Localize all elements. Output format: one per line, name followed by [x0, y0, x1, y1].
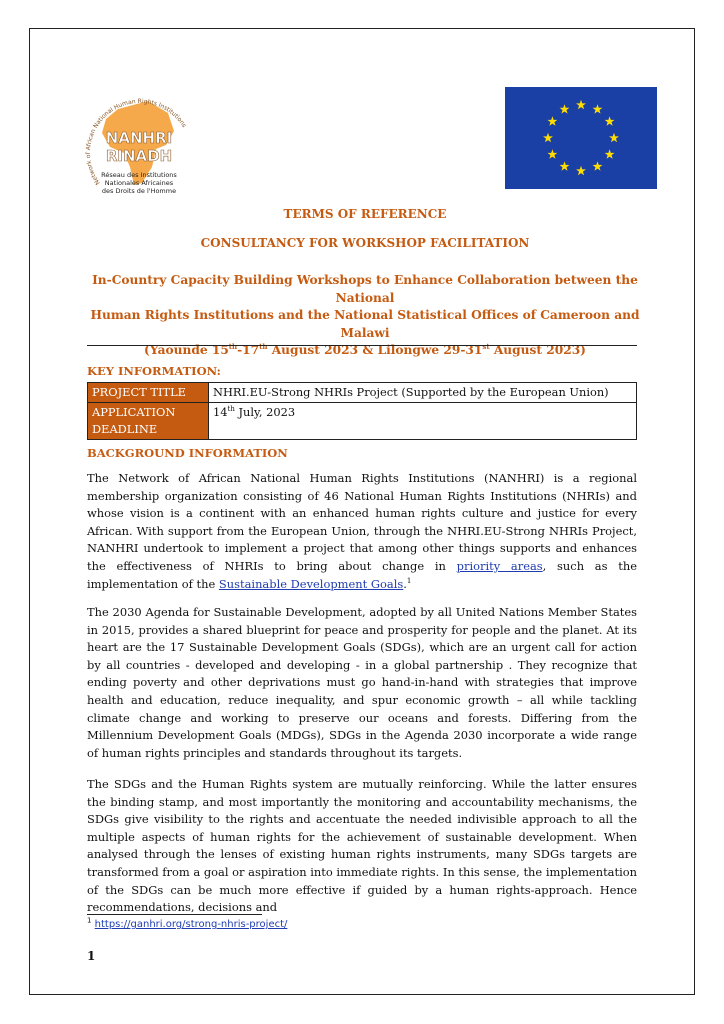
logo-brand-line2: RINADH — [105, 147, 173, 165]
footnote-link[interactable]: https://ganhri.org/strong-nhris-project/ — [94, 919, 288, 930]
title-line-2: Human Rights Institutions and the National Statistical Offices of Cameroon and Malawi — [90, 308, 640, 340]
logo-brand-line1: NANHRI — [105, 129, 173, 147]
priority-areas-link[interactable]: priority areas — [456, 558, 543, 573]
key-information-heading: KEY INFORMATION: — [87, 364, 221, 378]
footnote-rule — [87, 914, 262, 915]
logo-sub-line2: Nationales Africaines — [104, 179, 174, 187]
application-deadline-value: 14th July, 2023 — [209, 403, 637, 440]
key-information-table — [87, 382, 637, 440]
project-title-value: NHRI.EU-Strong NHRIs Project (Supported by the European Union) — [209, 383, 637, 403]
background-information-heading: BACKGROUND INFORMATION — [87, 446, 288, 460]
footnote-ref: 1 — [406, 576, 412, 585]
table-row — [88, 403, 637, 440]
background-paragraph-3: The SDGs and the Human Rights system are mutually reinforcing. While the latter ensures the binding stamp, and most importantly the monitoring and accountability mechanisms, the SDGs give visibility to the rights and accentuate the needed indivisible approach to all the multiple aspects of human rights for the achievement of sustainable development. When analysed through the lenses of existing human rights instruments, many SDGs targets are transformed from a goal or aspiration into immediate rights. In this sense, the implementation of the SDGs can be much more effective if guided by a human rights-approach. Hence recommendations, decisions and — [87, 777, 637, 915]
nanhri-logo — [78, 87, 200, 209]
document-title — [75, 272, 655, 360]
terms-of-reference-heading: TERMS OF REFERENCE — [283, 207, 447, 221]
logo-sub-line1: Réseau des Institutions — [101, 171, 177, 179]
logo-sub-line3: des Droits de l'Homme — [101, 187, 177, 195]
page-number: 1 — [87, 949, 96, 963]
project-title-label: PROJECT TITLE — [88, 383, 209, 403]
consultancy-heading: CONSULTANCY FOR WORKSHOP FACILITATION — [200, 236, 530, 250]
title-line-1: In-Country Capacity Building Workshops to Enhance Collaboration between the National — [92, 273, 638, 305]
background-paragraph-1: The Network of African National Human Rights Institutions (NANHRI) is a regional membership organization consisting of 46 National Human Rights Institutions (NHRIs) and whose vision is a continent with an enhanced human rights culture and justice for every African. With support from the European Union, through the NHRI.EU-Strong NHRIs Project, NANHRI undertook to implement a project that among other things supports and enhances the effectiveness of NHRIs to bring about change in priority areas, such as the implementation of the Sustainable Development Goals.$^1$ — [87, 471, 637, 591]
eu-flag-icon — [505, 87, 657, 189]
application-deadline-label: APPLICATION DEADLINE — [88, 403, 209, 440]
footnote: $^1$ https://ganhri.org/strong-nhris-project/ — [87, 916, 288, 930]
sdg-link[interactable]: Sustainable Development Goals — [218, 576, 404, 591]
logo-arc-text: Network of African National Human Rights Institutions — [84, 97, 188, 186]
section-divider — [87, 345, 637, 346]
title-line-3: (Yaounde 15th-17th August 2023 & Lilongwe 29-31st August 2023) — [144, 341, 586, 357]
table-row — [88, 383, 637, 403]
background-paragraph-2: The 2030 Agenda for Sustainable Development, adopted by all United Nations Member States in 2015, provides a shared blueprint for peace and prosperity for people and the planet. At its heart are the 17 Sustainable Development Goals (SDGs), which are an urgent call for action by all countries - developed and developing - in a global partnership . They recognize that ending poverty and other deprivations must go hand-in-hand with strategies that improve health and education, reduce inequality, and spur economic growth – all while tackling climate change and working to preserve our oceans and forests. Differing from the Millennium Development Goals (MDGs), SDGs in the Agenda 2030 incorporate a wide range of human rights principles and standards throughout its targets. — [87, 605, 637, 760]
